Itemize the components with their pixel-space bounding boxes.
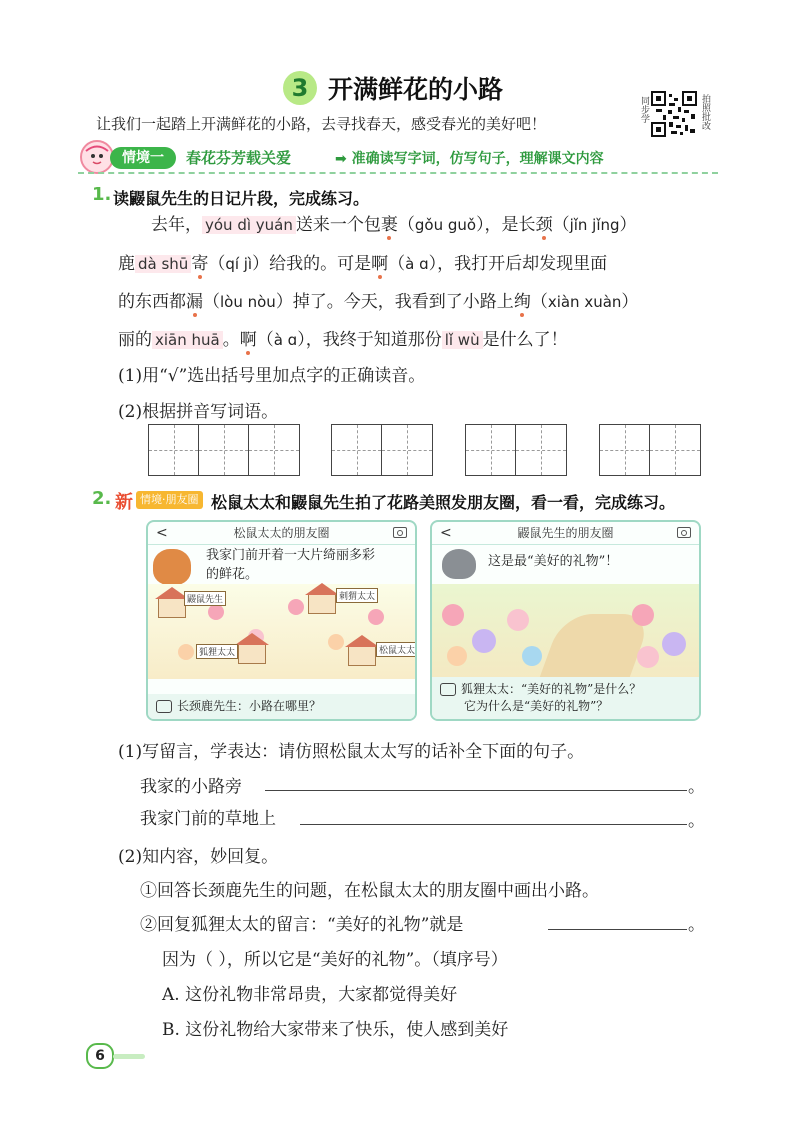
- fill-label-1: 我家的小路旁: [140, 777, 242, 797]
- grid-cell[interactable]: [149, 425, 199, 475]
- dotted-char: 颈: [535, 215, 553, 235]
- grid-cell[interactable]: [199, 425, 249, 475]
- pronunciation-choice[interactable]: lòu nòu: [220, 293, 276, 311]
- q2-prompt: 松鼠太太和鼹鼠先生拍了花路美照发朋友圈，看一看，完成练习。: [211, 493, 676, 512]
- answer-line-1[interactable]: [265, 790, 687, 791]
- post-text: 这是最“美好的礼物”！: [488, 554, 619, 569]
- dotted-char: 啊: [239, 330, 257, 350]
- grid-cell[interactable]: [382, 425, 432, 475]
- dotted-char: 漏: [186, 292, 203, 312]
- answer-line-2[interactable]: [300, 824, 687, 825]
- comment-icon: [156, 700, 172, 713]
- comment-text-line-2: 它为什么是“美好的礼物”？: [464, 699, 609, 713]
- flower-path-image: [432, 584, 699, 679]
- passage-line-2: 鹿 dà shū 寄（qí jì）给我的。可是啊（à ɑ），我打开后却发现里面: [118, 254, 608, 274]
- grid-cell[interactable]: [332, 425, 382, 475]
- post-text-line-2: 的鲜花。: [206, 567, 259, 582]
- fill-end-3: 。: [688, 915, 705, 935]
- option-b[interactable]: B. 这份礼物给大家带来了快乐，使人感到美好: [162, 1020, 509, 1040]
- comment-box: [432, 677, 699, 719]
- grid-cell[interactable]: [516, 425, 566, 475]
- camera-icon[interactable]: [393, 527, 407, 538]
- q2-task-2: ②回复狐狸太太的留言：“美好的礼物”就是: [140, 915, 464, 935]
- q2-number: 2.: [92, 488, 112, 509]
- reason-blank[interactable]: 因为（ ），所以它是“美好的礼物”。（填序号）: [162, 950, 508, 970]
- pronunciation-choice[interactable]: à ɑ: [273, 331, 298, 349]
- comment-text: 长颈鹿先生：小路在哪里？: [177, 699, 322, 713]
- lesson-intro: 让我们一起踏上开满鲜花的小路，去寻找春天，感受春光的美好吧！: [96, 115, 547, 133]
- scenario-title: 春花芬芳载关爱: [186, 149, 292, 167]
- grid-cell[interactable]: [249, 425, 299, 475]
- mascot-icon: [80, 140, 114, 174]
- pronunciation-choice[interactable]: à ɑ: [405, 255, 429, 273]
- comment-box: [148, 694, 415, 719]
- q1-prompt: 读鼹鼠先生的日记片段，完成练习。: [113, 189, 370, 208]
- writing-grid-3[interactable]: [465, 424, 567, 476]
- pinyin-blank: dà shū: [135, 255, 191, 273]
- writing-grid-4[interactable]: [599, 424, 701, 476]
- dotted-char: 啊: [371, 254, 389, 274]
- dotted-char: 寄: [191, 254, 209, 274]
- fill-end-2: 。: [688, 811, 705, 831]
- house-label: 鼹鼠先生: [184, 591, 226, 606]
- fill-end-1: 。: [688, 777, 705, 797]
- q1-sub-question-1: (1)用“√”选出括号里加点字的正确读音。: [118, 366, 426, 386]
- qr-side-label-left: 同步学: [639, 96, 649, 123]
- moments-panel-mole: [430, 520, 701, 721]
- post-text-line-1: 我家门前开着一大片绮丽多彩: [206, 548, 376, 563]
- grid-cell[interactable]: [466, 425, 516, 475]
- option-a[interactable]: A. 这份礼物非常昂贵，大家都觉得美好: [162, 985, 458, 1005]
- panel-header: [432, 522, 699, 545]
- banner-divider: [78, 172, 718, 174]
- page-number-decoration: [113, 1054, 145, 1059]
- comment-icon: [440, 683, 456, 696]
- flower-village-image[interactable]: [148, 584, 415, 679]
- back-icon[interactable]: <: [156, 525, 168, 541]
- passage-line-3: 的东西都漏（lòu nòu）掉了。今天，我看到了小路上绚（xiàn xuàn）: [118, 292, 639, 312]
- scenario-tag: 情境一: [110, 147, 176, 169]
- panel-title: 松鼠太太的朋友圈: [233, 526, 330, 540]
- q2-sub-question-1: (1)写留言，学表达：请仿照松鼠太太写的话补全下面的句子。: [118, 742, 585, 762]
- grid-cell[interactable]: [650, 425, 700, 475]
- moments-panel-squirrel: [146, 520, 417, 721]
- answer-line-3[interactable]: [548, 929, 687, 930]
- lesson-number-badge: 3: [283, 71, 317, 105]
- page-number: 6: [86, 1043, 114, 1069]
- camera-icon[interactable]: [677, 527, 691, 538]
- scenario-badge: 情境·朋友圈: [136, 491, 203, 509]
- dotted-char: 裹: [380, 215, 398, 235]
- comment-text-line-1: 狐狸太太：“美好的礼物”是什么？: [461, 682, 642, 696]
- squirrel-avatar: [153, 549, 191, 585]
- panel-title: 鼹鼠先生的朋友圈: [517, 526, 614, 540]
- q1-number: 1.: [92, 184, 112, 205]
- passage-line-4: 丽的 xiān huā 。啊（à ɑ），我终于知道那份 lǐ wù 是什么了！: [118, 330, 568, 350]
- new-badge: 新: [115, 492, 133, 513]
- page-title: 开满鲜花的小路: [328, 75, 504, 104]
- writing-grid-2[interactable]: [331, 424, 433, 476]
- q2-task-1: ①回答长颈鹿先生的问题，在松鼠太太的朋友圈中画出小路。: [140, 881, 599, 901]
- writing-grid-1[interactable]: [148, 424, 300, 476]
- qr-side-label-right: 拍照批改: [700, 94, 710, 130]
- pinyin-blank: lǐ wù: [442, 331, 483, 349]
- pronunciation-choice[interactable]: qí jì: [225, 255, 253, 273]
- back-icon[interactable]: <: [440, 525, 452, 541]
- pinyin-blank: xiān huā: [152, 331, 223, 349]
- pronunciation-choice[interactable]: jǐn jǐng: [569, 216, 620, 234]
- qr-code-icon[interactable]: [651, 91, 697, 137]
- mole-avatar: [442, 549, 476, 579]
- pinyin-blank: yóu dì yuán: [202, 216, 296, 234]
- passage-line-1: 去年， yóu dì yuán 送来一个包裹（gǒu guǒ），是长颈（jǐn jǐng）: [151, 215, 637, 235]
- q1-sub-question-2: (2)根据拼音写词语。: [118, 402, 279, 422]
- panel-header: [148, 522, 415, 545]
- house-label: 狐狸太太: [196, 644, 238, 659]
- grid-cell[interactable]: [600, 425, 650, 475]
- pronunciation-choice[interactable]: gǒu guǒ: [414, 216, 477, 234]
- fill-label-2: 我家门前的草地上: [140, 809, 276, 829]
- q2-sub-question-2: (2)知内容，妙回复。: [118, 847, 279, 867]
- scenario-goal: ➡ 准确读写字词，仿写句子，理解课文内容: [335, 151, 604, 167]
- pronunciation-choice[interactable]: xiàn xuàn: [547, 293, 622, 311]
- house-label: 松鼠太太: [376, 642, 417, 657]
- house-label: 刺猬太太: [336, 588, 378, 603]
- dotted-char: 绚: [513, 292, 531, 312]
